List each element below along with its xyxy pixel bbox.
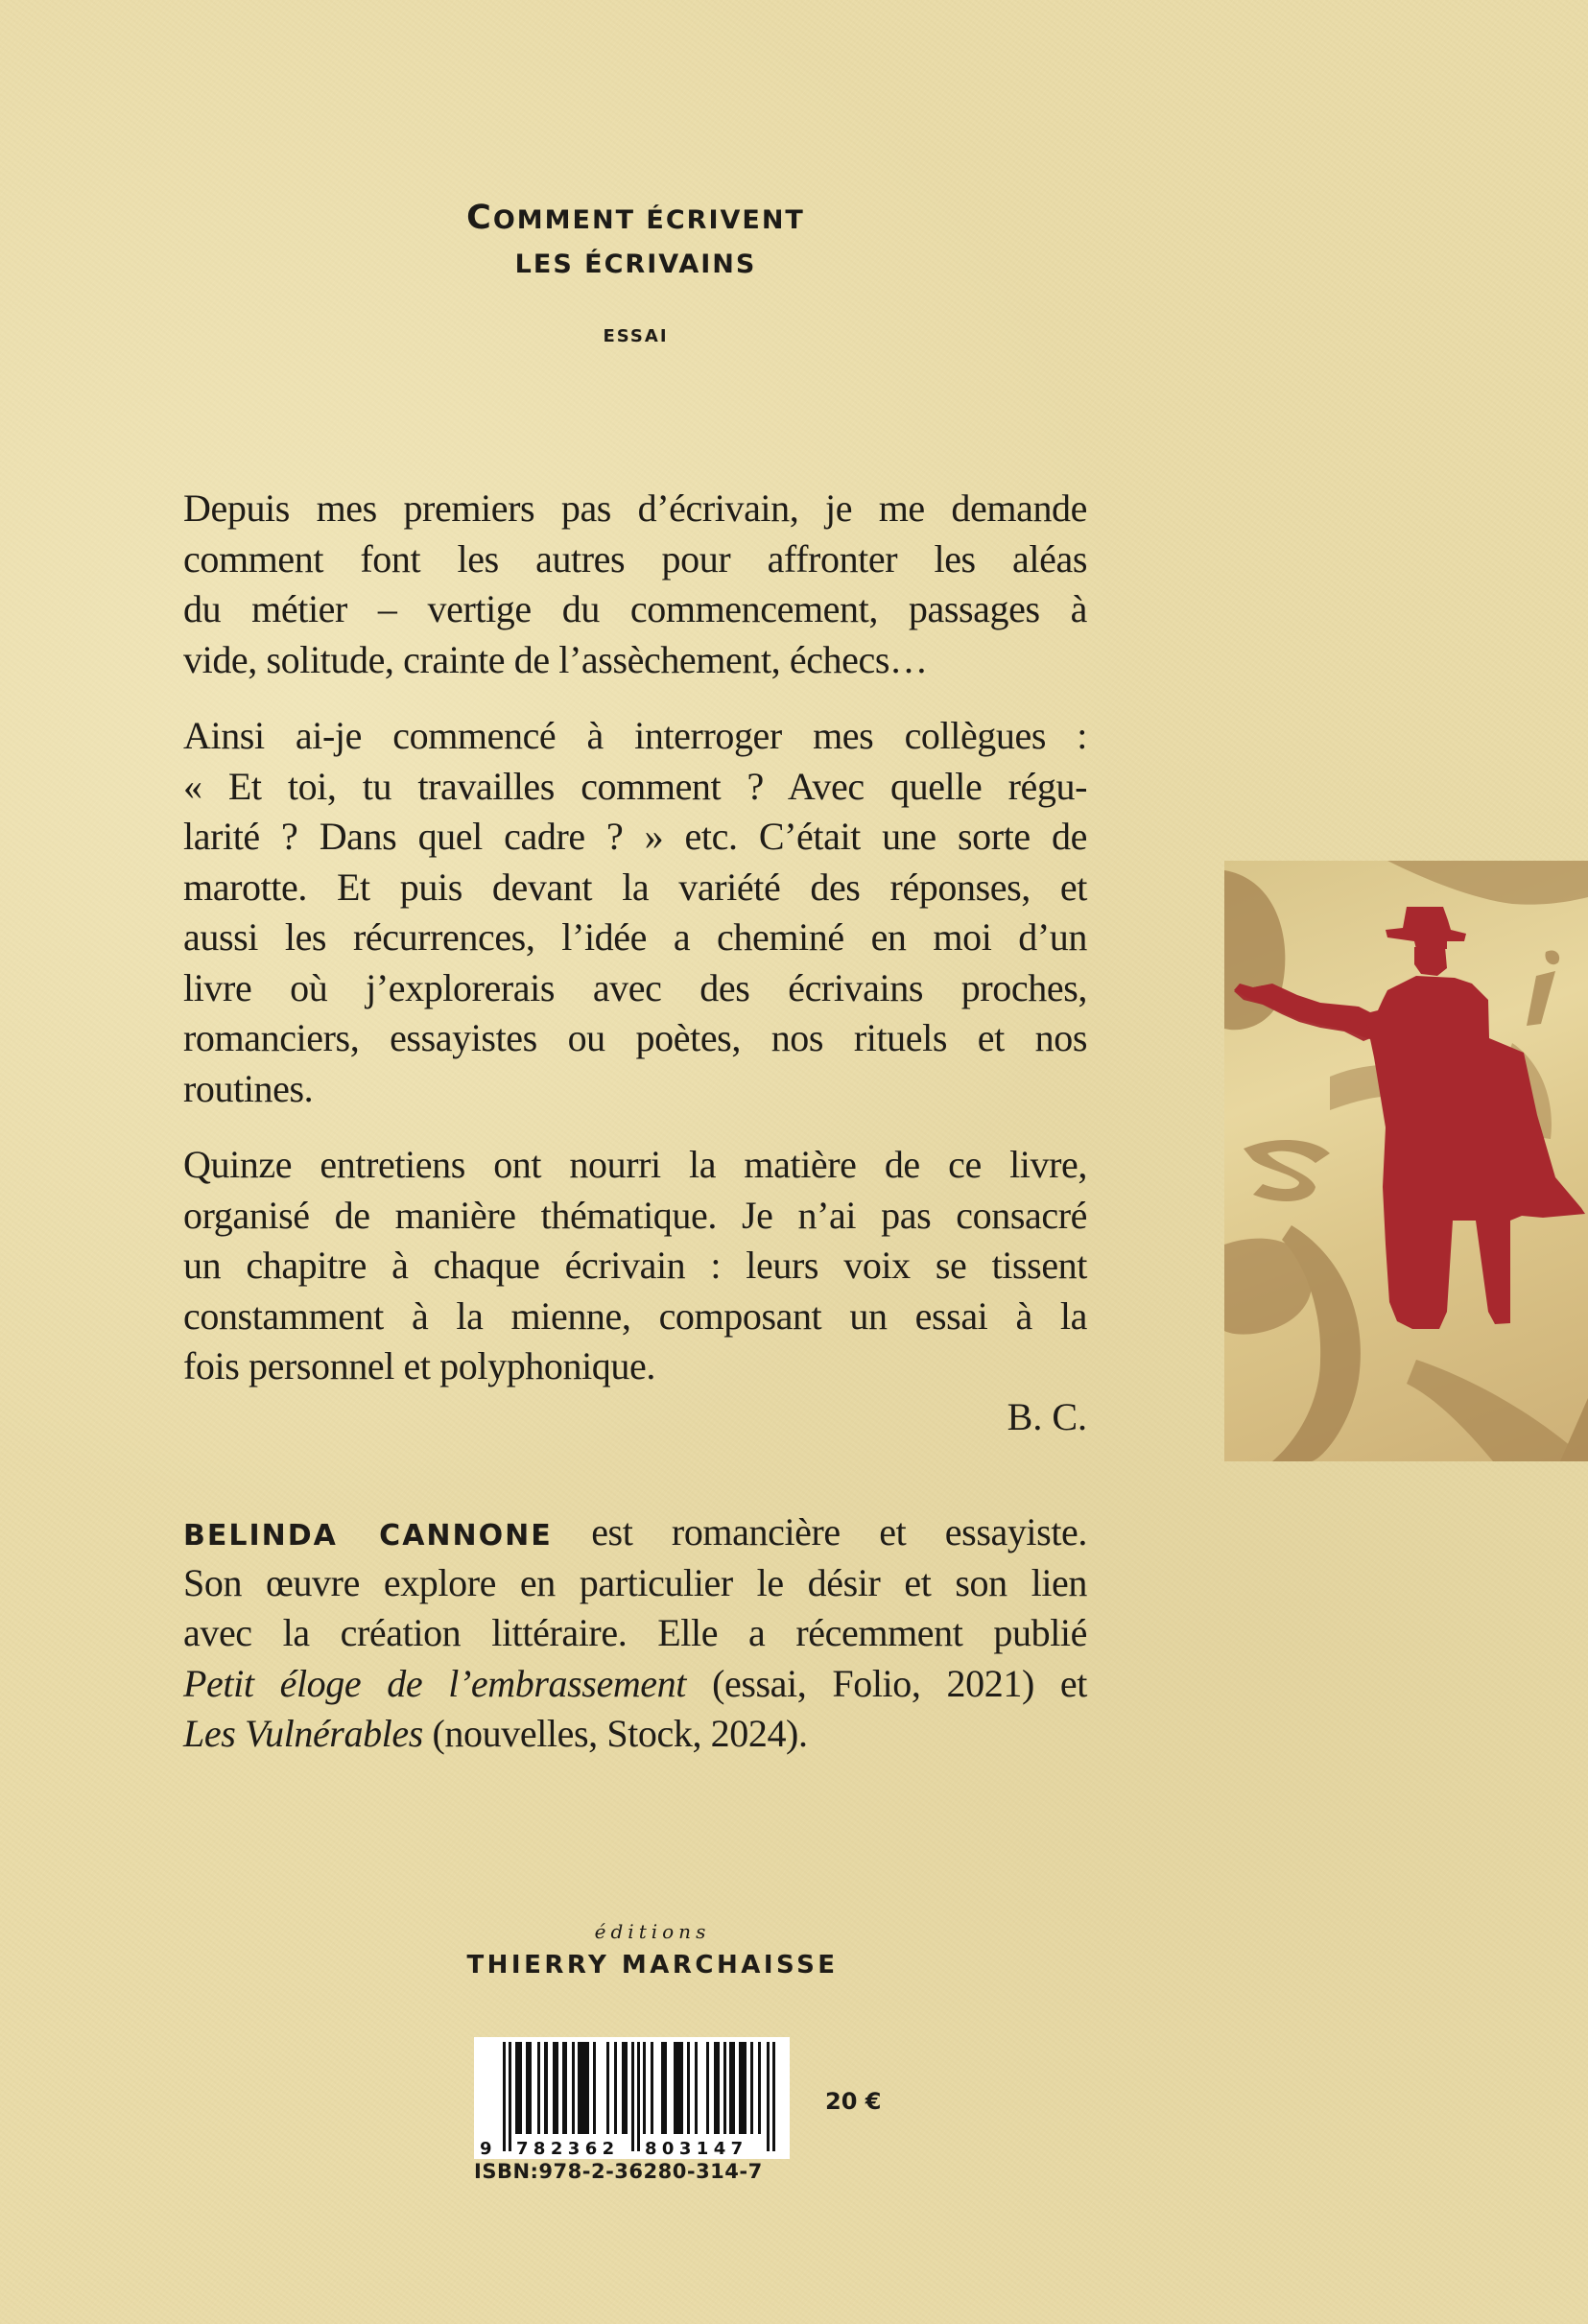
text-line: Ainsi ai-je commencé à interroger mes collègues : [183,714,1087,757]
genre-label: ESSAI [603,326,669,346]
book-title-line-1 [0,197,1271,242]
text-line: comment font les autres pour affronter les aléas [183,536,1087,581]
book-info: (essai, Folio, 2021) et [712,1661,1087,1705]
text-line: vide, solitude, crainte de l’assèchement, échecs… [183,637,928,681]
barcode-bars [474,2037,790,2159]
text-line: routines. [183,1066,314,1110]
barcode-digits-right: 803147 [645,2139,748,2159]
text-line: fois personnel et polyphonique. [183,1344,655,1387]
book-info: (nouvelles, Stock, 2024). [432,1712,808,1755]
signature: B. C. [1007,1394,1087,1438]
book-title: Les Vulnérables [183,1712,423,1755]
publisher-prefix: éditions [594,1920,711,1943]
bio-line-4 [183,1659,1087,1710]
blurb-paragraph-3 [183,1140,1087,1442]
publisher-name: THIERRY MARCHAISSE [466,1951,839,1980]
barcode-digit-first: 9 [480,2139,492,2159]
blurb-paragraph-1 [183,484,1087,685]
publisher-logo [403,1919,902,1982]
text-line: marotte. Et puis devant la variété des réponses, et [183,865,1087,909]
text-line: aussi les récurrences, l’idée a cheminé en moi d’un [183,915,1087,959]
barcode-digits-left: 782362 [516,2139,620,2159]
silhouette-illustration [1224,861,1588,1461]
text-line: livre où j’explorerais avec des écrivains proches, [183,965,1087,1009]
text-line: un chapitre à chaque écrivain : leurs voix se tissent [183,1244,1087,1287]
title-block [0,197,1271,346]
cover-illustration [1224,861,1588,1461]
title-rest: OMMENT ÉCRIVENT [492,205,805,235]
author-bio [183,1507,1087,1760]
bio-line-3: avec la création littéraire. Elle a récemment publié [183,1611,1087,1654]
bio-line-1 [183,1507,1087,1558]
text-line: constamment à la mienne, composant un essai à la [183,1293,1087,1338]
text-line: larité ? Dans quel cadre ? » etc. C’était une sorte de [183,815,1087,858]
isbn-label: ISBN:978-2-36280-314-7 [474,2160,763,2183]
blurb [183,484,1087,1442]
text-line: organisé de manière thématique. Je n’ai pas consacré [183,1193,1087,1237]
title-initial: C [466,199,493,237]
text-line: Quinze entretiens ont nourri la matière de ce livre, [183,1143,1087,1186]
text-line: Depuis mes premiers pas d’écrivain, je me demande [183,486,1087,530]
text-line: du métier – vertige du commencement, passages à [183,587,1087,630]
blurb-paragraph-2 [183,711,1087,1114]
author-name: BELINDA CANNONE [183,1519,553,1553]
text-line: « Et toi, tu travailles comment ? Avec quelle régu- [183,764,1087,808]
price-label: 20 € [825,2088,882,2115]
bio-line-5 [183,1709,1087,1760]
bio-text: est romancière et essayiste. [591,1510,1087,1553]
book-title: Petit éloge de l’embrassement [183,1661,686,1705]
barcode [474,2037,790,2159]
bio-line-2: Son œuvre explore en particulier le désir et son lien [183,1560,1087,1604]
text-line: romanciers, essayistes ou poètes, nos rituels et nos [183,1016,1087,1059]
book-title-line-2: LES ÉCRIVAINS [514,249,757,279]
